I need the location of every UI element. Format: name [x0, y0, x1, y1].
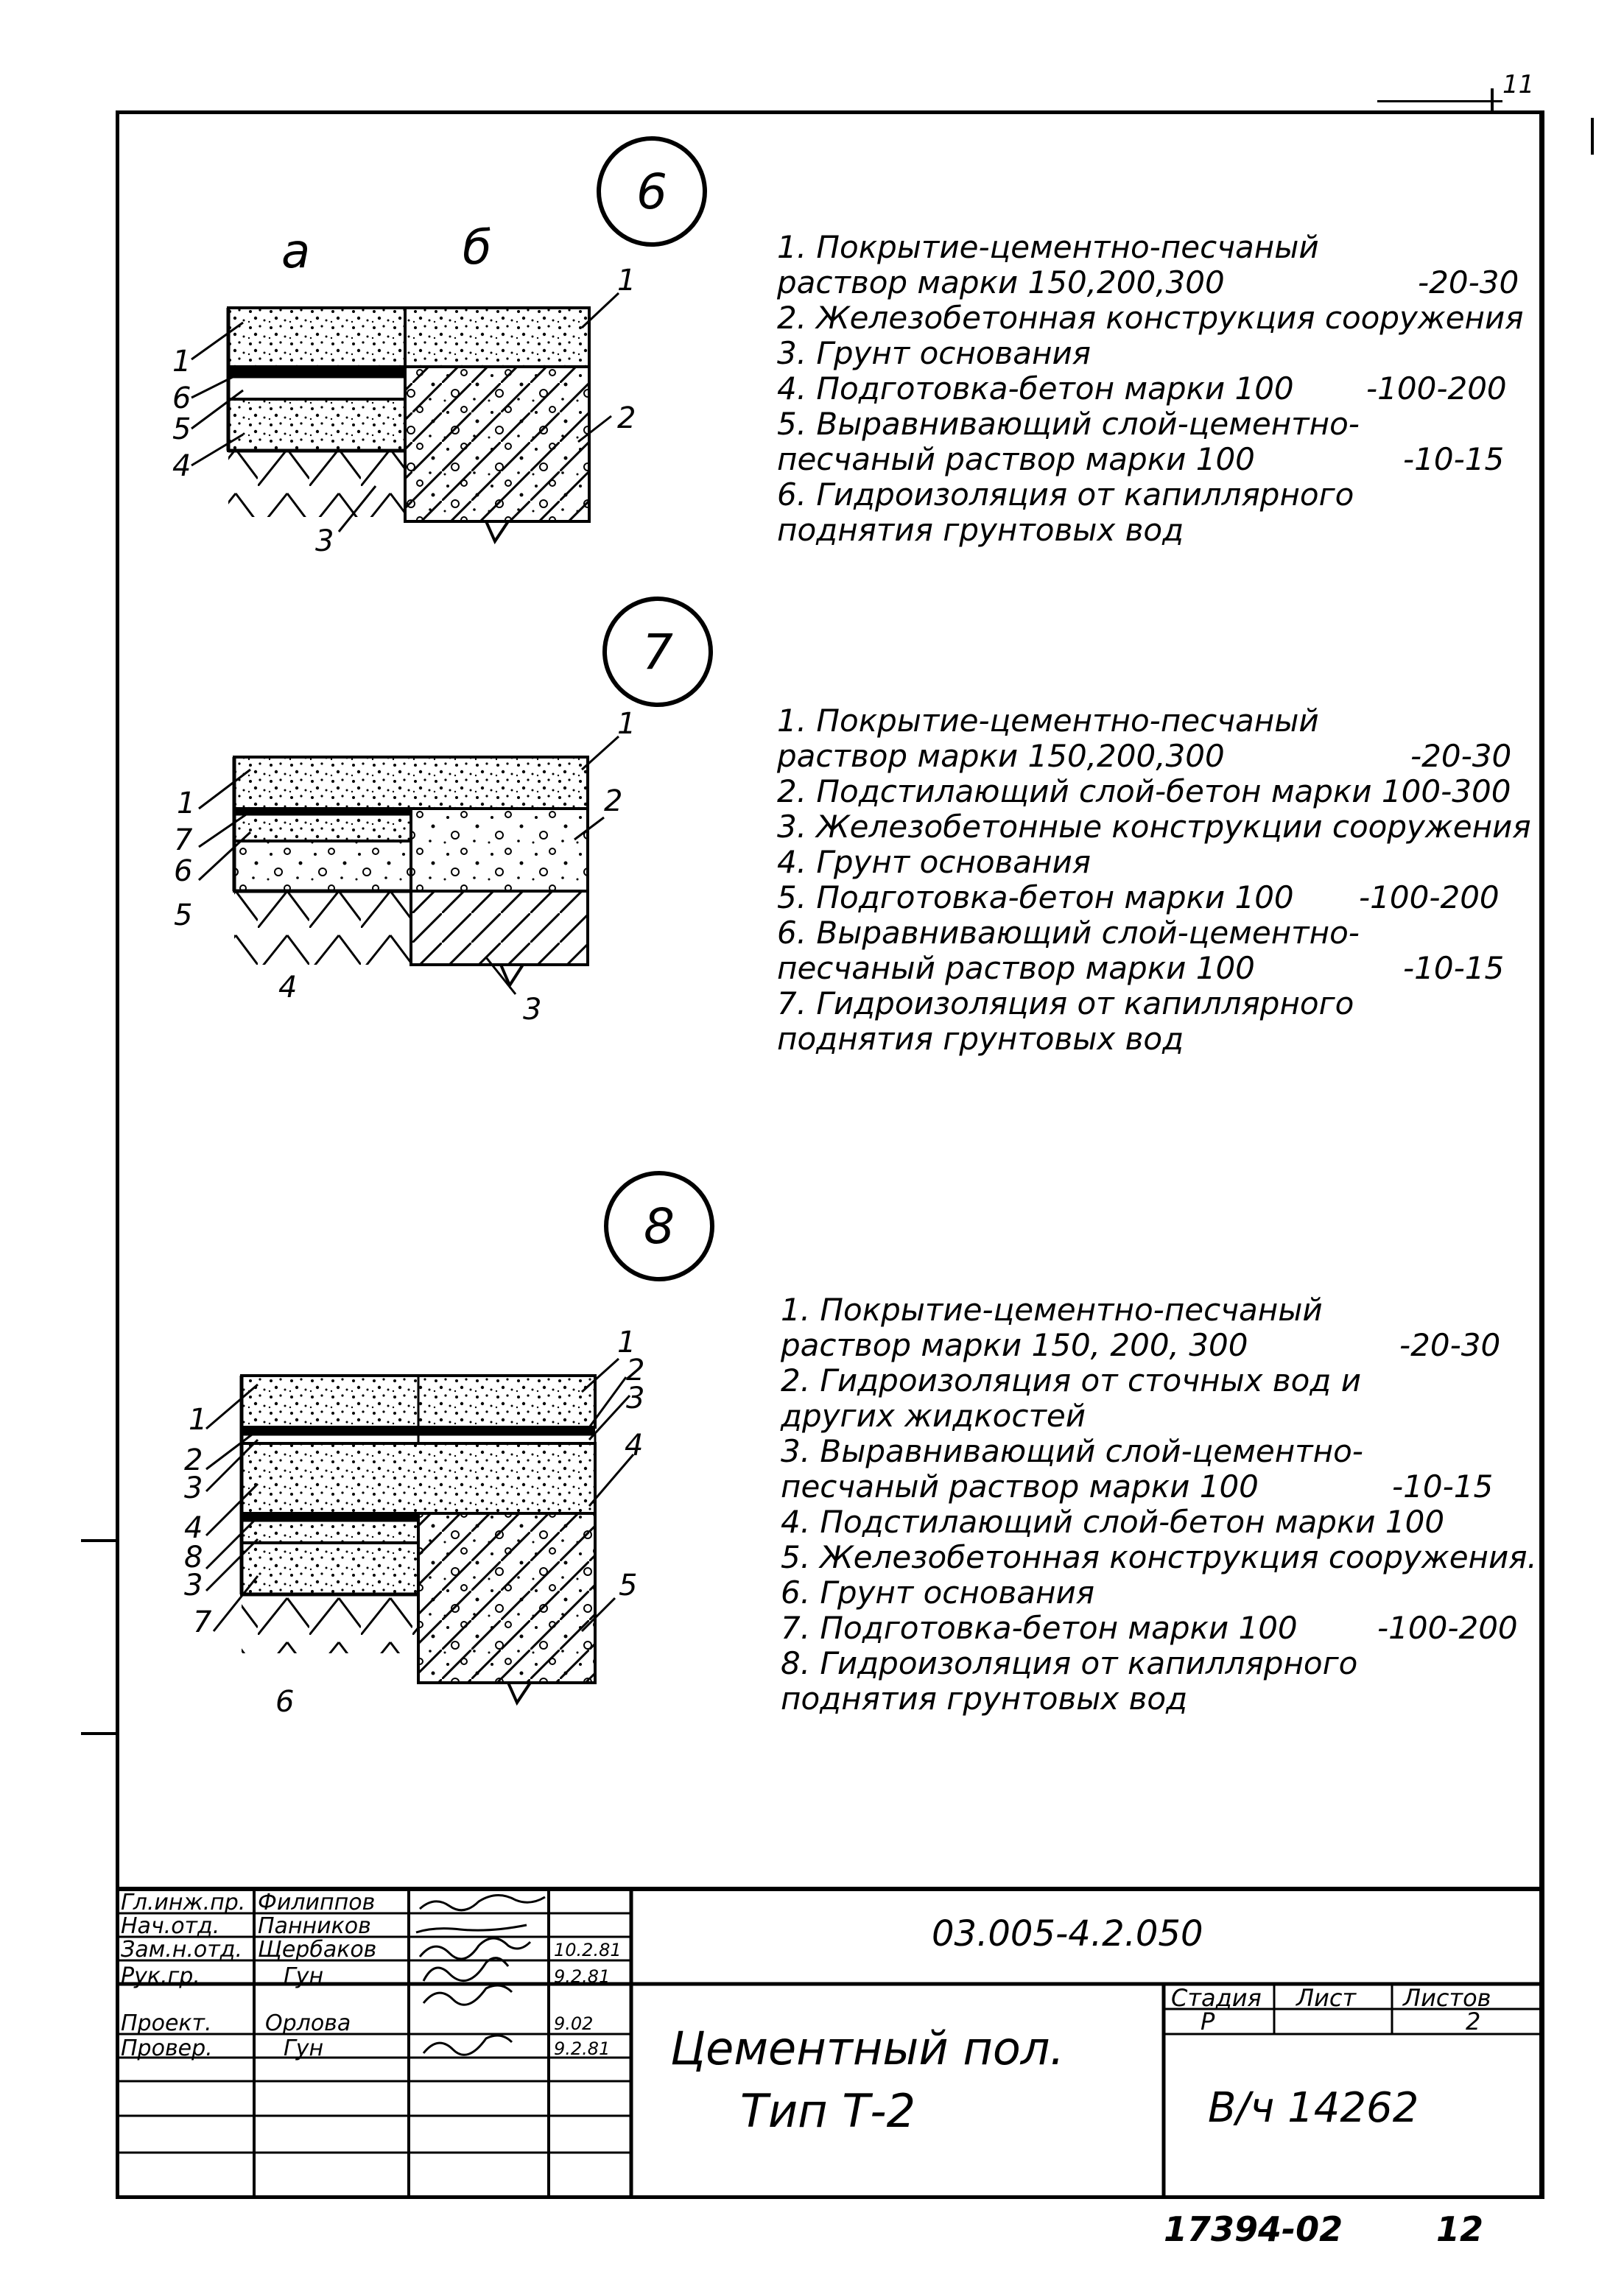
legend-line: 3. Грунт основания	[777, 335, 1092, 371]
legend-line: 3. Железобетонные конструкции сооружения	[777, 809, 1531, 845]
stamp-date: 9.2.81	[554, 2038, 611, 2059]
layer-callout: 2	[617, 401, 636, 435]
signatures	[416, 1895, 545, 2055]
stamp-name: Щербаков	[258, 1937, 377, 1963]
stamp-name: Орлова	[265, 2010, 351, 2036]
stamp-name: Панников	[258, 1913, 371, 1939]
legend-line: 4. Подстилающий слой-бетон марки 100	[781, 1504, 1445, 1540]
layer-callout: 3	[315, 524, 334, 558]
section-7-legend	[777, 703, 1531, 1057]
legend-line: поднятия грунтовых вод	[781, 1681, 1188, 1717]
legend-line: 5. Выравнивающий слой-цементно-	[777, 406, 1360, 442]
drawing-title: Цементный пол.	[670, 2022, 1065, 2075]
layer-callout: 4	[184, 1511, 203, 1545]
sheet-header: Лист	[1296, 1984, 1357, 2012]
layer-callout: 1	[617, 1326, 636, 1359]
section-8-marker: 8	[604, 1171, 714, 1281]
layer-callout: 1	[189, 1403, 208, 1437]
section-8-legend	[781, 1292, 1537, 1717]
column-a-label: а	[281, 225, 311, 279]
legend-line: 1. Покрытие-цементно-песчаный	[781, 1292, 1323, 1328]
legend-line: 2. Гидроизоляция от сточных вод и	[781, 1362, 1361, 1398]
legend-line: 8. Гидроизоляция от капиллярного	[781, 1645, 1358, 1681]
layer-callout: 2	[626, 1354, 645, 1387]
legend-line: раствор марки 150,200,300 -20-30	[777, 738, 1512, 774]
stamp-name: Гун	[284, 2036, 324, 2061]
legend-line: 6. Гидроизоляция от капиллярного	[777, 476, 1354, 513]
layer-callout: 1	[617, 264, 636, 298]
stamp-name: Гун	[284, 1963, 324, 1989]
stage-header: Стадия	[1171, 1984, 1262, 2012]
layer-callout: 6	[275, 1685, 295, 1719]
legend-line: 6. Грунт основания	[781, 1574, 1095, 1611]
legend-line: 2. Железобетонная конструкция сооружения	[777, 300, 1524, 336]
sheet-number: 11	[1502, 70, 1535, 99]
layer-callout: 3	[184, 1471, 203, 1505]
legend-line: раствор марки 150, 200, 300 -20-30	[781, 1327, 1501, 1363]
legend-line: 1. Покрытие-цементно-песчаный	[777, 703, 1319, 739]
legend-line: 5. Железобетонная конструкция сооружения.	[781, 1539, 1537, 1575]
legend-line: 4. Грунт основания	[777, 844, 1092, 880]
legend-line: 5. Подготовка-бетон марки 100 -100-200	[777, 879, 1500, 915]
layer-callout: 1	[617, 707, 636, 741]
section-7-diagram	[199, 736, 619, 994]
stamp-date: 9.2.81	[554, 1966, 611, 1987]
layer-callout: 4	[625, 1429, 644, 1463]
layer-callout: 3	[184, 1569, 203, 1602]
layer-callout: 6	[174, 854, 193, 888]
drawing-subtitle: Тип Т-2	[740, 2084, 916, 2138]
layer-callout: 2	[604, 784, 623, 818]
layer-callout: 1	[177, 787, 196, 820]
organization: В/ч 14262	[1208, 2084, 1419, 2132]
legend-line: 1. Покрытие-цементно-песчаный	[777, 229, 1319, 265]
stamp-role: Гл.инж.пр.	[121, 1890, 246, 1915]
column-b-label: б	[463, 221, 492, 275]
layer-callout: 5	[619, 1569, 638, 1602]
section-6-marker: 6	[597, 136, 707, 247]
layer-callout: 8	[184, 1541, 203, 1574]
layer-callout: 5	[172, 412, 191, 446]
layer-callout: 7	[174, 823, 193, 857]
stamp-date: 9.02	[554, 2013, 594, 2034]
legend-line: 4. Подготовка-бетон марки 100 -100-200	[777, 370, 1507, 407]
layer-callout: 7	[193, 1605, 212, 1639]
stage-value: Р	[1201, 2008, 1215, 2036]
section-7-marker: 7	[602, 597, 713, 707]
stamp-role: Зам.н.отд.	[121, 1937, 243, 1963]
stamp-role: Рук.гр.	[121, 1963, 200, 1989]
layer-callout: 6	[172, 381, 191, 415]
legend-line: песчаный раствор марки 100 -10-15	[781, 1468, 1494, 1505]
page-number: 12	[1436, 2209, 1484, 2249]
legend-line: 7. Гидроизоляция от капиллярного	[777, 985, 1354, 1021]
sheets-header: Листов	[1403, 1984, 1491, 2012]
layer-callout: 1	[172, 345, 191, 379]
legend-line: песчаный раствор марки 100 -10-15	[777, 441, 1505, 477]
sheets-value: 2	[1466, 2008, 1481, 2036]
section-6-legend	[777, 229, 1524, 548]
legend-line: 3. Выравнивающий слой-цементно-	[781, 1433, 1363, 1469]
legend-line: поднятия грунтовых вод	[777, 1021, 1184, 1057]
legend-line: поднятия грунтовых вод	[777, 512, 1184, 548]
document-code: 03.005-4.2.050	[932, 1913, 1203, 1954]
layer-callout: 3	[626, 1382, 645, 1415]
legend-line: 6. Выравнивающий слой-цементно-	[777, 915, 1360, 951]
legend-line: 7. Подготовка-бетон марки 100 -100-200	[781, 1610, 1518, 1646]
legend-line: раствор марки 150,200,300 -20-30	[777, 264, 1519, 300]
legend-line: песчаный раствор марки 100 -10-15	[777, 950, 1505, 986]
stamp-role: Провер.	[121, 2036, 213, 2061]
stamp-name: Филиппов	[258, 1890, 376, 1915]
layer-callout: 4	[278, 971, 298, 1004]
section-6-diagram	[191, 293, 619, 541]
layer-callout: 4	[172, 449, 191, 483]
section-8-diagram	[206, 1359, 633, 1703]
layer-callout: 3	[523, 993, 542, 1027]
legend-line: других жидкостей	[781, 1398, 1086, 1434]
legend-line: 2. Подстилающий слой-бетон марки 100-300	[777, 773, 1511, 809]
stamp-role: Нач.отд.	[121, 1913, 220, 1939]
stamp-role: Проект.	[121, 2010, 212, 2036]
stamp-date: 10.2.81	[554, 1940, 622, 1960]
layer-callout: 5	[174, 898, 193, 932]
archive-number: 17394-02	[1164, 2209, 1343, 2249]
layer-callout: 2	[184, 1443, 203, 1477]
